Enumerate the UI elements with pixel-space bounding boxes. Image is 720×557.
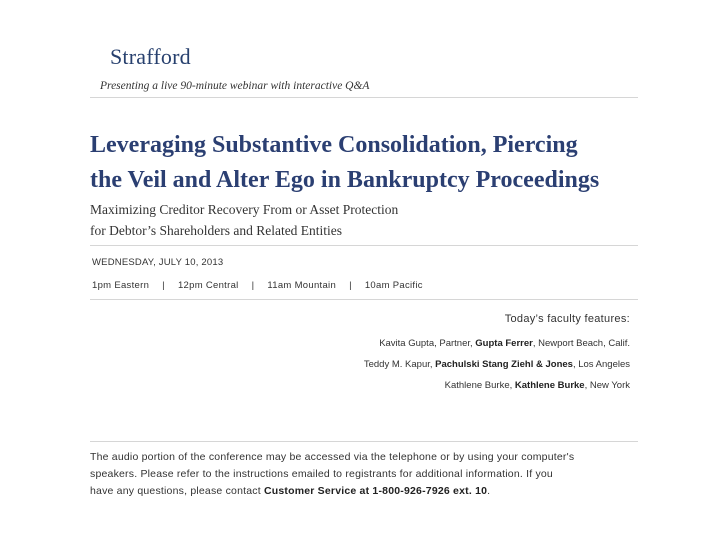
footer-end: . — [487, 485, 491, 497]
divider-above-date — [90, 245, 638, 246]
webinar-date: WEDNESDAY, JULY 10, 2013 — [92, 257, 224, 268]
faculty-name: Kavita Gupta, Partner, — [379, 338, 476, 349]
faculty-location: , Newport Beach, Calif. — [532, 338, 630, 349]
header-divider — [90, 97, 638, 98]
time-separator: | — [349, 280, 352, 291]
webinar-subtitle — [90, 199, 650, 241]
time-eastern: 1pm Eastern — [92, 280, 150, 291]
faculty-firm: Kathlene Burke — [514, 380, 585, 391]
faculty-list — [364, 333, 630, 396]
faculty-location: , Los Angeles — [572, 359, 630, 370]
subtitle-line-1: Maximizing Creditor Recovery From or Asset Protection — [90, 202, 399, 217]
time-pacific: 10am Pacific — [364, 280, 423, 291]
audio-instructions — [90, 449, 650, 500]
footer-line-1: The audio portion of the conference may be accessed via the telephone or by using your computer's — [90, 451, 575, 463]
title-line-1: Leveraging Substantive Consolidation, Piercing — [90, 132, 578, 158]
subtitle-line-2: for Debtor’s Shareholders and Related Entities — [90, 223, 343, 238]
faculty-firm: Gupta Ferrer — [475, 338, 533, 349]
time-separator: | — [251, 280, 255, 291]
title-line-2: the Veil and Alter Ego in Bankruptcy Proceedings — [90, 167, 600, 193]
faculty-name: Kathlene Burke, — [444, 380, 515, 391]
faculty-member — [364, 375, 630, 396]
faculty-member — [364, 333, 630, 354]
faculty-name: Teddy M. Kapur, — [363, 359, 436, 370]
webinar-times — [92, 280, 423, 291]
faculty-member — [364, 354, 630, 375]
divider-above-footer — [90, 441, 638, 442]
customer-service-contact: Customer Service at 1-800-926-7926 ext. 10 — [263, 485, 488, 497]
faculty-heading: Today’s faculty features: — [504, 313, 630, 325]
time-separator: | — [162, 280, 165, 291]
footer-line-3 — [90, 483, 650, 500]
time-mountain: 11am Mountain — [267, 280, 337, 291]
tagline: Presenting a live 90-minute webinar with interactive Q&A — [100, 80, 370, 92]
faculty-location: , New York — [584, 380, 630, 391]
time-central: 12pm Central — [177, 280, 239, 291]
footer-text: have any questions, please contact — [90, 485, 264, 497]
divider-above-faculty — [90, 299, 638, 300]
webinar-title — [90, 128, 690, 198]
footer-line-2: speakers. Please refer to the instructions emailed to registrants for additional information. If you — [90, 468, 553, 480]
strafford-logo: Strafford — [110, 44, 191, 69]
faculty-firm: Pachulski Stang Ziehl & Jones — [435, 359, 573, 370]
